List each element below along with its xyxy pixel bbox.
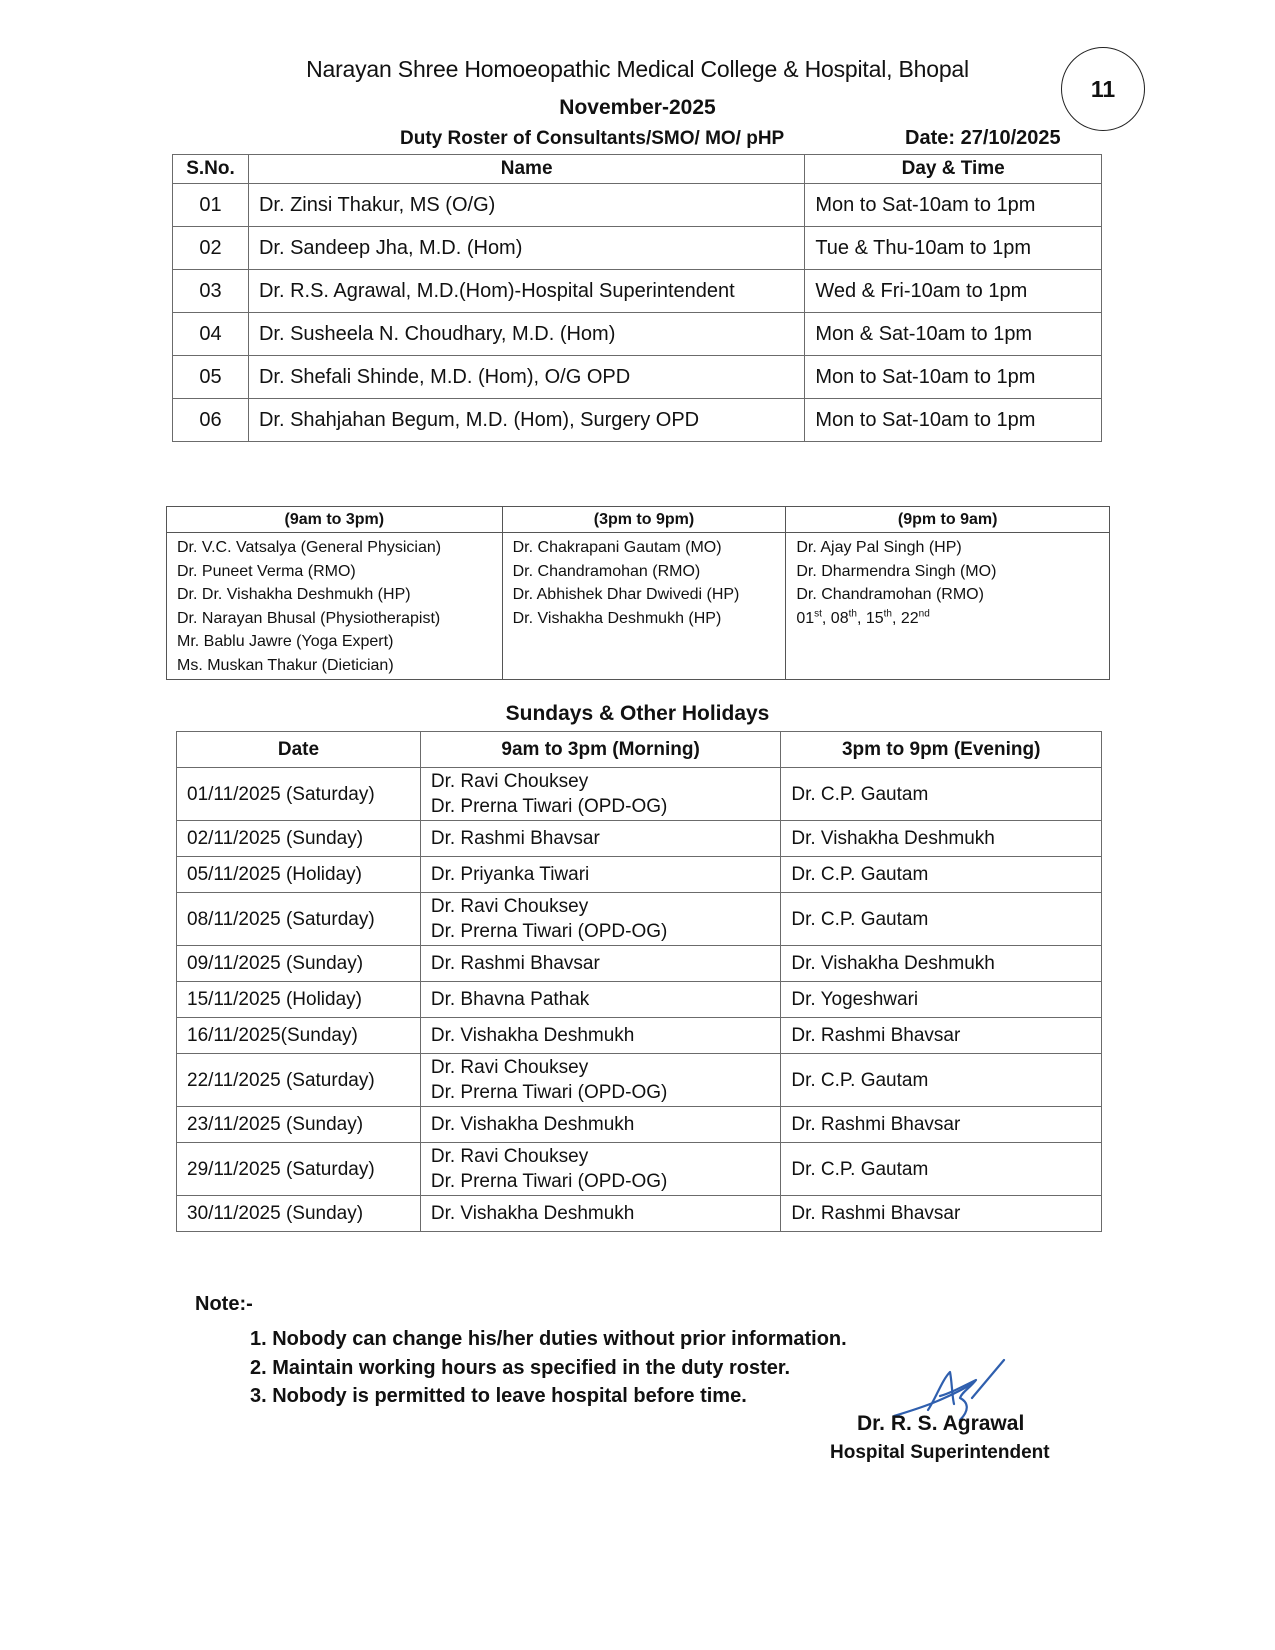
doctor-name: Dr. Prerna Tiwari (OPD-OG) xyxy=(430,921,668,942)
staff-entry: Dr. Chandramohan (RMO) xyxy=(796,586,984,603)
table-row xyxy=(173,184,1102,227)
signatory-name: Dr. R. S. Agrawal xyxy=(857,1412,1025,1435)
staff-entry: Dr. Abhishek Dhar Dwivedi (HP) xyxy=(512,586,740,603)
consultant-name: Dr. Shahjahan Begum, M.D. (Hom), Surgery OPD xyxy=(248,399,804,442)
note-item: 1. Nobody can change his/her duties without prior information. xyxy=(250,1328,847,1350)
holiday-date: 08/11/2025 (Saturday) xyxy=(177,893,421,946)
day-time: Mon to Sat-10am to 1pm xyxy=(805,399,1102,442)
morning-doctors xyxy=(420,1018,781,1054)
staff-entry: Dr. V.C. Vatsalya (General Physician) xyxy=(177,539,442,556)
evening-doctor: Dr. C.P. Gautam xyxy=(781,857,1102,893)
holiday-date: 02/11/2025 (Sunday) xyxy=(177,821,421,857)
doctor-name: Dr. Rashmi Bhavsar xyxy=(430,953,600,974)
note-item: 2. Maintain working hours as specified in the duty roster. xyxy=(250,1356,791,1379)
table-row xyxy=(177,1143,1102,1196)
morning-doctors xyxy=(420,857,781,893)
column-header-evening-shift: (3pm to 9pm) xyxy=(502,507,786,533)
day-time: Tue & Thu-10am to 1pm xyxy=(805,227,1102,270)
staff-entry: Dr. Chandramohan (RMO) xyxy=(512,562,701,580)
table-header-row xyxy=(173,155,1102,184)
table-row xyxy=(177,857,1102,893)
night-shift-staff xyxy=(786,533,1110,680)
holiday-date: 22/11/2025 (Saturday) xyxy=(177,1054,421,1107)
staff-entry: Dr. Dharmendra Singh (MO) xyxy=(796,562,997,580)
consultant-name: Dr. Shefali Shinde, M.D. (Hom), O/G OPD xyxy=(248,356,804,399)
column-header-morning-shift: (9am to 3pm) xyxy=(167,507,503,533)
column-header-name: Name xyxy=(248,155,804,184)
morning-shift-staff xyxy=(167,533,503,680)
doctor-name: Dr. Ravi Chouksey xyxy=(430,1057,589,1078)
staff-entry: Dr. Dr. Vishakha Deshmukh (HP) xyxy=(177,586,411,603)
day-time: Mon & Sat-10am to 1pm xyxy=(805,313,1102,356)
evening-doctor: Dr. C.P. Gautam xyxy=(781,1054,1102,1107)
date-suffix: nd xyxy=(918,608,930,620)
doctor-name: Dr. Rashmi Bhavsar xyxy=(430,828,600,849)
doctor-name: Dr. Vishakha Deshmukh xyxy=(430,1114,635,1135)
column-header-day-time: Day & Time xyxy=(805,155,1102,184)
page-number-badge xyxy=(1061,47,1145,131)
notes-list xyxy=(250,1325,847,1411)
doctor-name: Dr. Prerna Tiwari (OPD-OG) xyxy=(430,1082,668,1103)
holiday-date: 15/11/2025 (Holiday) xyxy=(177,982,421,1018)
doctor-name: Dr. Vishakha Deshmukh xyxy=(430,1203,635,1224)
holiday-date: 09/11/2025 (Sunday) xyxy=(177,946,421,982)
evening-doctor: Dr. Vishakha Deshmukh xyxy=(781,946,1102,982)
date-number: 01 xyxy=(796,609,815,627)
morning-doctors xyxy=(420,821,781,857)
holiday-date: 01/11/2025 (Saturday) xyxy=(177,768,421,821)
column-header-evening: 3pm to 9pm (Evening) xyxy=(781,732,1102,768)
table-row xyxy=(177,821,1102,857)
staff-entry: Ms. Muskan Thakur (Dietician) xyxy=(177,656,394,674)
table-row xyxy=(173,227,1102,270)
signatory-title: Hospital Superintendent xyxy=(830,1442,1050,1463)
morning-doctors xyxy=(420,1143,781,1196)
evening-doctor: Dr. Vishakha Deshmukh xyxy=(781,821,1102,857)
note-item: 3. Nobody is permitted to leave hospital before time. xyxy=(250,1385,747,1407)
evening-doctor: Dr. C.P. Gautam xyxy=(781,893,1102,946)
table-row xyxy=(177,1107,1102,1143)
serial-number: 06 xyxy=(173,399,249,442)
notes-heading: Note:- xyxy=(195,1293,253,1315)
table-row xyxy=(177,1018,1102,1054)
day-time: Wed & Fri-10am to 1pm xyxy=(805,270,1102,313)
column-header-morning: 9am to 3pm (Morning) xyxy=(420,732,781,768)
doctor-name: Dr. Ravi Chouksey xyxy=(430,896,589,917)
evening-doctor: Dr. Rashmi Bhavsar xyxy=(781,1196,1102,1232)
holidays-table xyxy=(176,731,1102,1232)
staff-entry: Mr. Bablu Jawre (Yoga Expert) xyxy=(177,633,394,650)
table-header-row xyxy=(167,507,1110,533)
roster-title: Duty Roster of Consultants/SMO/ MO/ pHP xyxy=(400,128,785,149)
morning-doctors xyxy=(420,1196,781,1232)
table-row xyxy=(173,270,1102,313)
table-row xyxy=(177,893,1102,946)
date-suffix: st xyxy=(814,608,822,620)
serial-number: 03 xyxy=(173,270,249,313)
doctor-name: Dr. Priyanka Tiwari xyxy=(430,864,590,885)
holiday-date: 29/11/2025 (Saturday) xyxy=(177,1143,421,1196)
doctor-name: Dr. Bhavna Pathak xyxy=(430,989,590,1010)
table-header-row xyxy=(177,732,1102,768)
institution-title: Narayan Shree Homoeopathic Medical College & Hospital, Bhopal xyxy=(306,56,969,82)
evening-doctor: Dr. C.P. Gautam xyxy=(781,768,1102,821)
holidays-title: Sundays & Other Holidays xyxy=(505,702,770,725)
serial-number: 05 xyxy=(173,356,249,399)
holiday-date: 30/11/2025 (Sunday) xyxy=(177,1196,421,1232)
date-suffix: th xyxy=(848,608,857,620)
morning-doctors xyxy=(420,982,781,1018)
month-title: November-2025 xyxy=(559,96,716,119)
table-row xyxy=(167,533,1110,680)
morning-doctors xyxy=(420,1054,781,1107)
holiday-date: 16/11/2025(Sunday) xyxy=(177,1018,421,1054)
doctor-name: Dr. Ravi Chouksey xyxy=(430,1146,589,1167)
doctor-name: Dr. Prerna Tiwari (OPD-OG) xyxy=(430,796,668,817)
morning-doctors xyxy=(420,893,781,946)
page-number: 11 xyxy=(1090,75,1116,102)
day-time: Mon to Sat-10am to 1pm xyxy=(805,184,1102,227)
column-header-night-shift: (9pm to 9am) xyxy=(786,507,1110,533)
staff-entry: Dr. Vishakha Deshmukh (HP) xyxy=(512,609,722,627)
evening-doctor: Dr. C.P. Gautam xyxy=(781,1143,1102,1196)
date-number: 15 xyxy=(865,609,884,627)
staff-entry: Dr. Chakrapani Gautam (MO) xyxy=(512,539,722,556)
serial-number: 02 xyxy=(173,227,249,270)
morning-doctors xyxy=(420,768,781,821)
serial-number: 01 xyxy=(173,184,249,227)
evening-shift-staff xyxy=(502,533,786,680)
table-row xyxy=(177,982,1102,1018)
staff-entry: Dr. Puneet Verma (RMO) xyxy=(177,562,356,580)
evening-doctor: Dr. Yogeshwari xyxy=(781,982,1102,1018)
staff-entry: Dr. Ajay Pal Singh (HP) xyxy=(796,539,962,556)
consultant-name: Dr. Sandeep Jha, M.D. (Hom) xyxy=(248,227,804,270)
table-row xyxy=(177,768,1102,821)
table-row xyxy=(177,1054,1102,1107)
holiday-date: 05/11/2025 (Holiday) xyxy=(177,857,421,893)
evening-doctor: Dr. Rashmi Bhavsar xyxy=(781,1018,1102,1054)
shift-roster-table xyxy=(166,506,1110,680)
roster-date: Date: 27/10/2025 xyxy=(905,127,1061,149)
consultant-name: Dr. Susheela N. Choudhary, M.D. (Hom) xyxy=(248,313,804,356)
date-number: 08 xyxy=(830,609,849,627)
table-row xyxy=(173,313,1102,356)
morning-doctors xyxy=(420,1107,781,1143)
holiday-date: 23/11/2025 (Sunday) xyxy=(177,1107,421,1143)
consultant-name: Dr. R.S. Agrawal, M.D.(Hom)-Hospital Superintendent xyxy=(248,270,804,313)
doctor-name: Dr. Prerna Tiwari (OPD-OG) xyxy=(430,1171,668,1192)
evening-doctor: Dr. Rashmi Bhavsar xyxy=(781,1107,1102,1143)
table-row xyxy=(177,1196,1102,1232)
staff-entry: Dr. Narayan Bhusal (Physiotherapist) xyxy=(177,609,441,627)
date-number: 22 xyxy=(900,609,919,627)
column-header-sno: S.No. xyxy=(173,155,249,184)
consultants-table xyxy=(172,154,1102,442)
date-suffix: th xyxy=(883,608,892,620)
day-time: Mon to Sat-10am to 1pm xyxy=(805,356,1102,399)
night-duty-dates: 01st, 08th, 15th, 22nd xyxy=(796,608,930,627)
table-row xyxy=(173,399,1102,442)
consultant-name: Dr. Zinsi Thakur, MS (O/G) xyxy=(248,184,804,227)
column-header-date: Date xyxy=(177,732,421,768)
serial-number: 04 xyxy=(173,313,249,356)
table-row xyxy=(173,356,1102,399)
table-row xyxy=(177,946,1102,982)
doctor-name: Dr. Vishakha Deshmukh xyxy=(430,1025,635,1046)
morning-doctors xyxy=(420,946,781,982)
doctor-name: Dr. Ravi Chouksey xyxy=(430,771,589,792)
